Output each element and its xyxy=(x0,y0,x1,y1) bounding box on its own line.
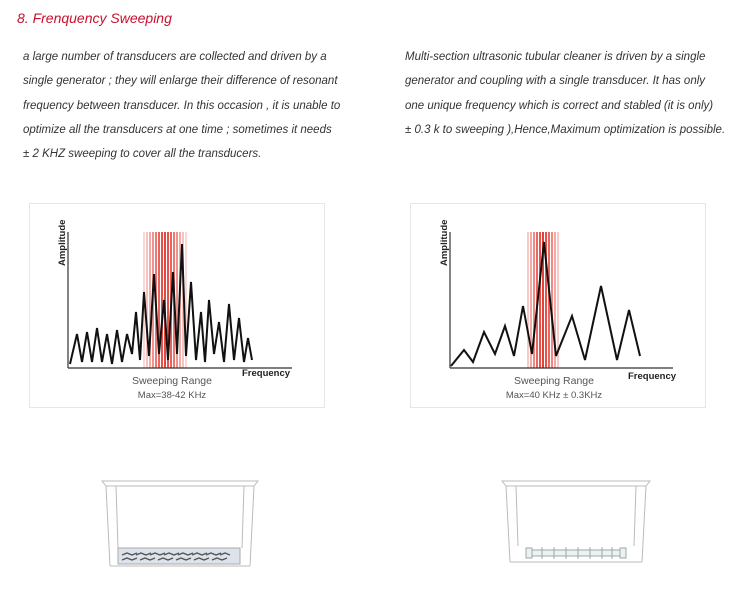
right-paragraph-line: one unique frequency which is correct and stabled (it is only) xyxy=(405,99,714,112)
x-axis-label: Frequency xyxy=(242,368,291,379)
chart-caption-line1: Sweeping Range xyxy=(132,375,212,387)
chart-caption-line2: Max=38-42 KHz xyxy=(137,390,207,401)
chart-caption-line1: Sweeping Range xyxy=(514,375,594,387)
sweep-chart-narrow xyxy=(410,203,706,408)
right-paragraph-line: Multi-section ultrasonic tubular cleaner is driven by a single xyxy=(405,51,706,63)
left-paragraph xyxy=(23,45,383,166)
sweep-chart-wide-graphic xyxy=(30,204,324,407)
tubular-transducer-tank-illustration xyxy=(500,478,652,568)
left-paragraph-line: single generator ; they will enlarge their difference of resonant xyxy=(23,75,338,88)
left-paragraph-line: optimize all the transducers at one time ; sometimes it needs xyxy=(23,123,332,136)
right-paragraph-line: generator and coupling with a single transducer. It has only xyxy=(405,75,706,88)
x-axis-label: Frequency xyxy=(628,371,677,382)
y-axis-label: Amplitude xyxy=(57,219,68,266)
multi-transducer-tank-image xyxy=(100,478,260,568)
multi-transducer-tank-illustration xyxy=(100,478,260,568)
right-paragraph-line: ± 0.3 k to sweeping ),Hence,Maximum optimization is possible. xyxy=(405,123,726,136)
section-heading: 8. Frenquency Sweeping xyxy=(17,10,172,26)
left-paragraph-line: frequency between transducer. In this occasion , it is unable to xyxy=(23,99,341,112)
chart-caption-line2: Max=40 KHz ± 0.3KHz xyxy=(505,390,603,401)
left-paragraph-line: ± 2 KHZ sweeping to cover all the transducers. xyxy=(23,148,262,161)
y-axis-label: Amplitude xyxy=(439,219,450,266)
left-paragraph-line: a large number of transducers are collected and driven by a xyxy=(23,51,327,63)
right-paragraph xyxy=(405,45,745,142)
sweep-chart-wide xyxy=(29,203,325,408)
tubular-transducer-tank-image xyxy=(500,478,652,568)
sweep-chart-narrow-graphic xyxy=(411,204,705,407)
